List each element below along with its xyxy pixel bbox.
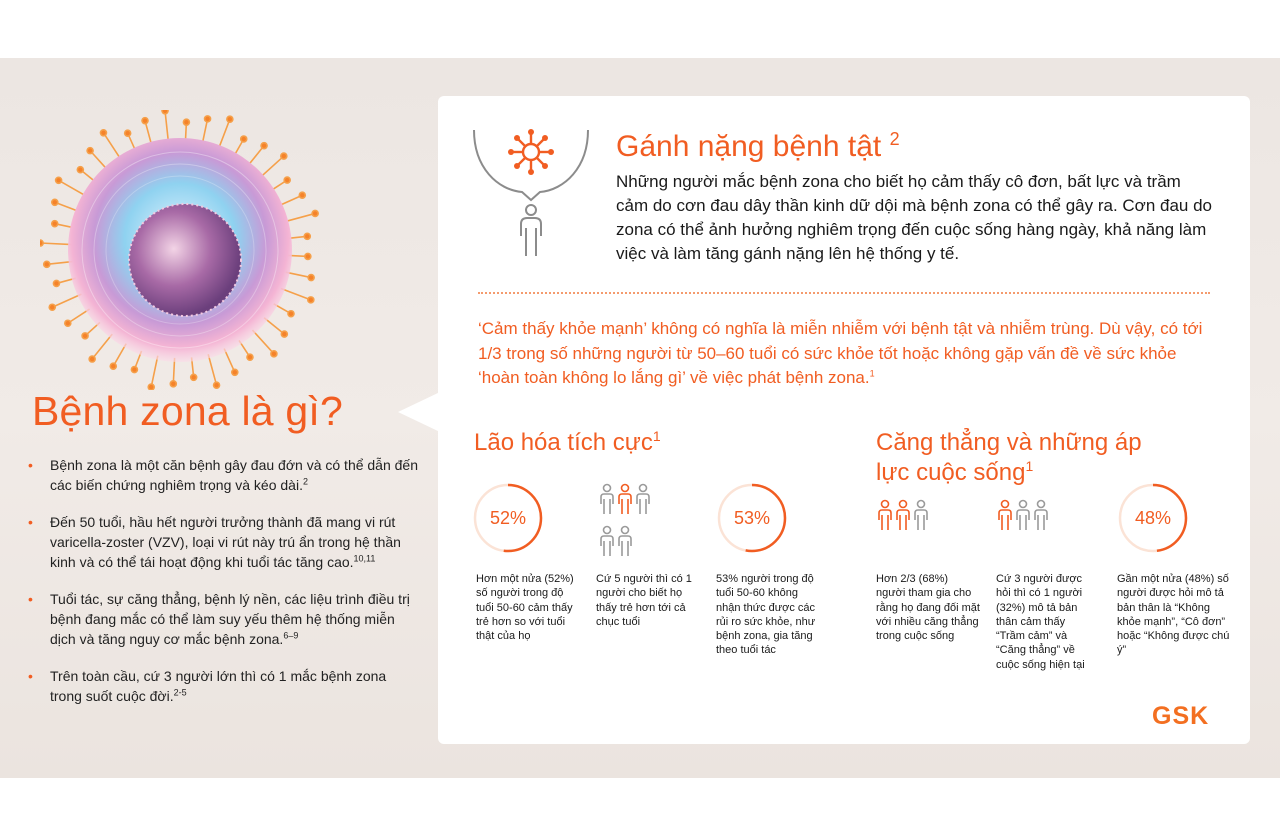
virus-spike [165,111,168,143]
section-title-line1: Căng thẳng và những áp [876,429,1142,456]
virus-spike-tip [100,130,106,136]
dotted-divider [478,292,1210,294]
virus-spike-tip [89,356,95,362]
person-icon [879,501,891,531]
virus-spike [260,156,284,177]
disease-burden-icon [468,128,594,260]
person-icon [619,527,631,557]
bullet-mark: • [28,457,33,473]
people-icon-group [598,482,654,562]
percentage-ring [1117,482,1189,554]
virus-spike-tip [271,351,277,357]
gsk-logo: GSK [1152,702,1210,730]
person-icon [637,485,649,515]
people-icon-group [996,498,1054,532]
intro-bullet [28,512,420,572]
virus-spike-tip [87,148,93,154]
stat-text: 53% người trong độ tuổi 50-60 không nhận thức được các rủi ro sức khỏe, như bệnh zona, gia tăng theo tuổi tác [716,573,816,657]
quote-text [478,317,1218,391]
intro-bullet-list [28,455,420,723]
virus-spike-tip [82,333,88,339]
virus-spike-tip [162,110,168,114]
reference-mark: 2 [302,476,308,487]
virus-spike [281,288,311,299]
section-title-text: Lão hóa tích cực [474,429,653,456]
reference-mark: 1 [869,368,875,379]
virus-spike [284,213,315,221]
stat-text: Gần một nửa (48%) số người được hỏi mô tả bản thân là “Không khỏe mạnh”, “Cô đơn” hoặc “Không được chú ý” [1117,573,1230,657]
virus-spike [252,330,273,354]
person-icon [897,501,909,531]
bullet-text: Trên toàn cầu, cứ 3 người lớn thì có 1 mắc bệnh zona trong suốt cuộc đời. [50,668,387,704]
person-icon [999,501,1011,531]
virus-spike [52,294,81,307]
virus-spike-tip [183,119,189,125]
virus-spike [59,180,87,196]
section-title-line2: lực cuộc sống [876,459,1026,486]
percentage-value: 53% [733,507,771,528]
virus-spike-tip [110,363,116,369]
burden-title-text: Gánh nặng bệnh tật [616,130,882,163]
virus-spike-tip [299,192,305,198]
stat-text: Hơn 2/3 (68%) người tham gia cho rằng họ đang đối mặt với nhiều căng thẳng trong cuộc sống [876,573,980,643]
virus-spike-tip [281,331,287,337]
stress-title [876,428,1142,488]
virus-spike-tip [284,177,290,183]
virus-spike-tip [65,320,71,326]
burden-title [616,130,900,164]
reference-mark: 1 [652,428,661,444]
virus-spike [218,119,229,149]
virus-spike-tip [205,116,211,122]
bullet-mark: • [28,591,33,607]
left-title: Bệnh zona là gì? [32,388,343,434]
virus-spike-tip [232,369,238,375]
virus-spike-tip [308,297,314,303]
reference-mark: 2-5 [173,687,187,698]
virus-spike-tip [131,367,137,373]
virus-spike-tip [281,153,287,159]
virus-spike [40,243,72,245]
stat-text: Hơn một nửa (52%) số người trong độ tuổi 50-60 cảm thấy trẻ hơn so với tuổi thật của họ [476,573,574,643]
stat-text: Cứ 5 người thì có 1 người cho biết họ thấy trẻ hơn tới cả chục tuổi [596,573,692,628]
percentage-value: 48% [1134,507,1172,528]
person-icon [1035,501,1047,531]
virus-spike [103,133,120,160]
virus-spike [92,334,112,359]
virus-spike-tip [44,261,50,267]
person-icon [601,527,613,557]
reference-mark: 1 [1025,458,1034,474]
percentage-ring [472,482,544,554]
virus-spike-tip [288,311,294,317]
reference-mark: 10,11 [353,553,376,564]
virus-spike-tip [304,233,310,239]
quote-body: ‘Cảm thấy khỏe mạnh’ không có nghĩa là miễn nhiễm với bệnh tật và nhiễm trùng. Dù vậy, có tới 1/3 trong số những người từ 50–60 tuổi có sức khỏe tốt hoặc không gặp vấn đề về sức khỏe ‘hoàn toàn không lo lắng gì’ về việc phát bệnh zona. [478,319,1203,387]
virus-spike-tip [241,136,247,142]
virus-spike [151,356,158,387]
virus-spike-tip [261,143,267,149]
person-icon [1017,501,1029,531]
card-pointer [398,392,440,432]
virus-spike-tip [227,116,233,122]
virus-spike-tip [308,275,314,281]
virus-spike-tip [312,210,318,216]
virus-spike-tip [53,280,59,286]
reference-mark: 6–9 [283,630,299,641]
reference-mark: 2 [889,129,900,149]
bullet-mark: • [28,668,33,684]
virus-spike-tip [49,304,55,310]
percentage-value: 52% [489,507,527,528]
burden-body: Những người mắc bệnh zona cho biết họ cảm thấy cô đơn, bất lực và trầm cảm do cơn đau dây thần kinh dữ dội mà bệnh zona có thể gây ra. Cơn đau do zona có thể ảnh hưởng nghiêm trọng đến cuộc sống hàng ngày, khả năng làm việc và làm tăng gánh nặng lên hệ thống y tế. [616,172,1212,263]
person-icon [601,485,613,515]
virus-spike-tip [77,167,83,173]
virus-spike-tip [52,221,58,227]
virus-spike-tip [52,199,58,205]
person-icon [619,485,631,515]
virus-illustration [40,110,320,390]
bullet-text: Đến 50 tuổi, hầu hết người trưởng thành đã mang vi rút varicella-zoster (VZV), loại vi rút này trú ẩn trong hệ thần kinh và có thể tái hoạt động khi tuổi tác tăng cao. [50,514,401,570]
virus-spike-tip [170,381,176,387]
intro-bullet [28,589,420,649]
bullet-text: Tuổi tác, sự căng thẳng, bệnh lý nền, các liệu trình điều trị bệnh đang mắc có thể làm suy yếu thêm hệ thống miễn dịch và tăng nguy cơ mắc bệnh zona. [50,591,410,647]
percentage-ring [716,482,788,554]
virus-spike-tip [56,177,62,183]
virus-spike-tip [305,253,311,259]
bullet-mark: • [28,514,33,530]
virus-spike-tip [40,240,43,246]
stat-text: Cứ 3 người được hỏi thì có 1 người (32%) mô tả bản thân cảm thấy “Trầm cảm” và “Căng thẳng” về cuộc sống hiện tại [996,573,1085,671]
virus-spike-tip [247,354,253,360]
active-aging-title [474,428,661,458]
bullet-text: Bệnh zona là một căn bệnh gây đau đớn và có thể dẫn đến các biến chứng nghiêm trọng và kéo dài. [50,457,419,493]
virus-spike-tip [191,374,197,380]
person-icon [915,501,927,531]
intro-bullet [28,455,420,495]
virus-spike-tip [125,130,131,136]
virus-spike-tip [142,118,148,124]
intro-bullet [28,666,420,706]
virus-spike [208,354,216,385]
people-icon-group [876,498,930,532]
